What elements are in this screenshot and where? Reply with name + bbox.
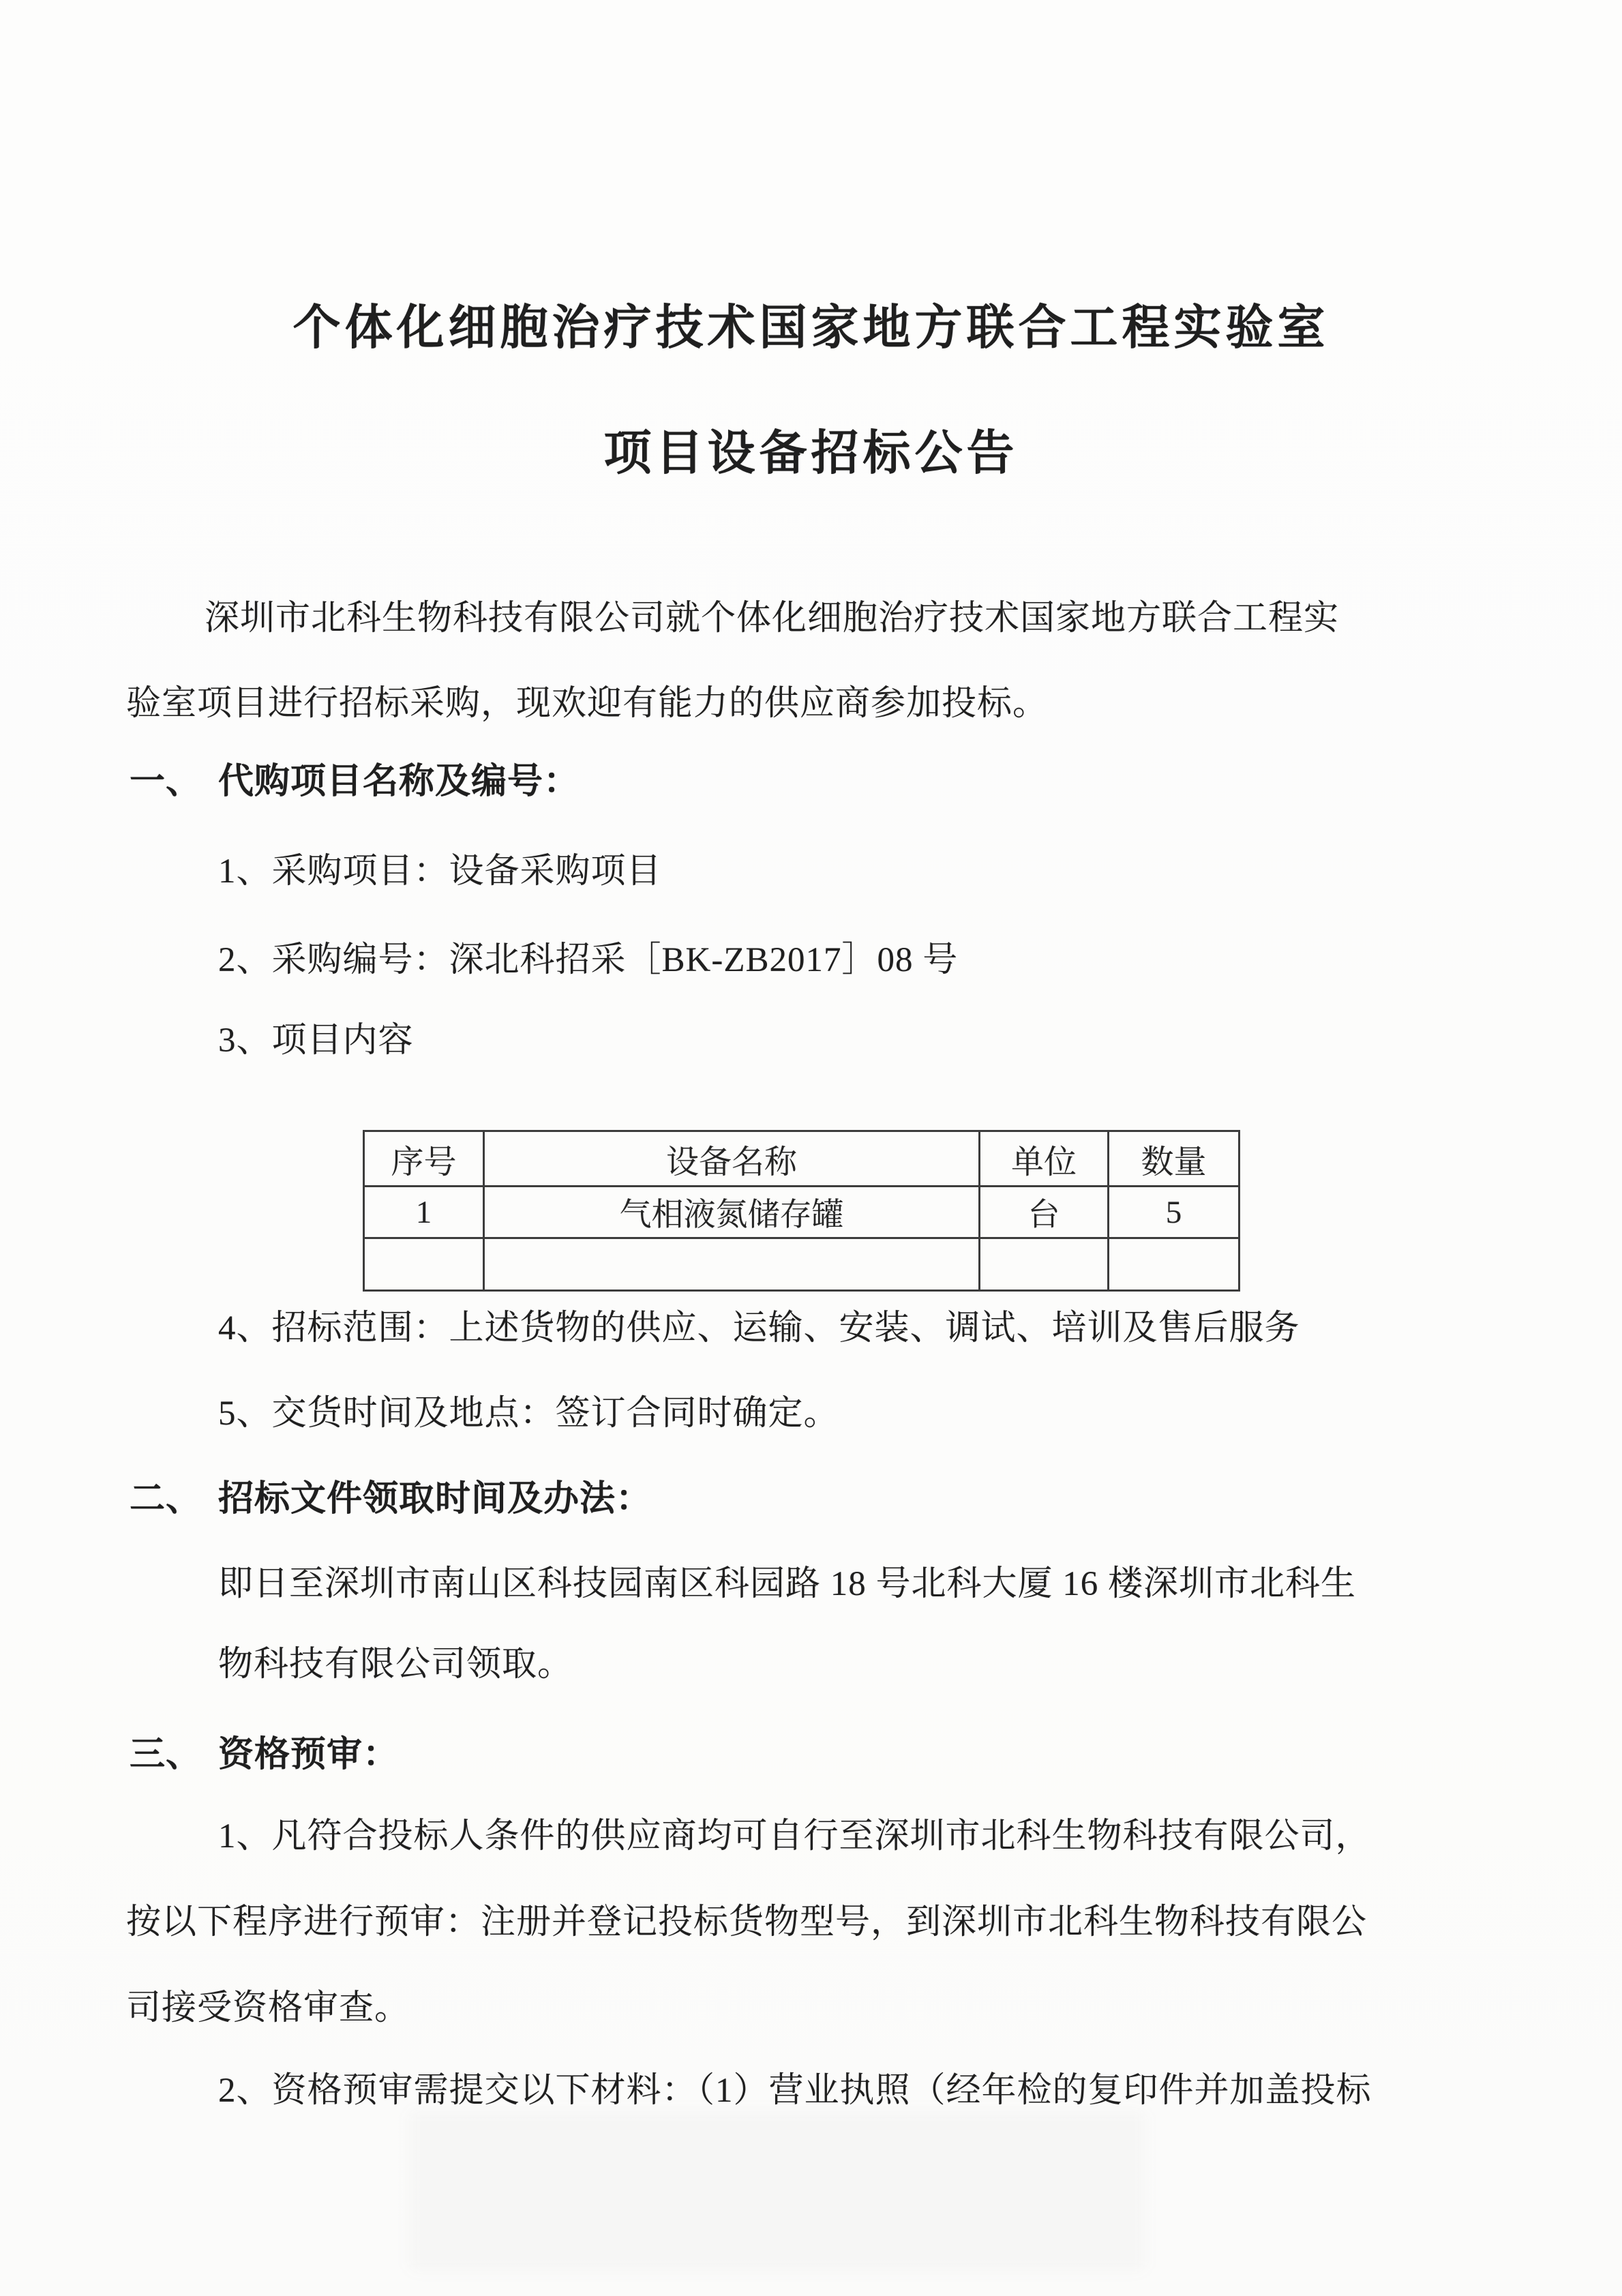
section-1-item-1: 1、采购项目：设备采购项目 [218,852,662,891]
section-1-heading [130,762,580,803]
section-2-body-line-2: 物科技有限公司领取。 [218,1645,573,1684]
table-cell-index [364,1238,484,1291]
section-1-title: 代购项目名称及编号： [218,762,580,801]
section-3-item-1-line-2: 按以下程序进行预审：注册并登记投标货物型号，到深圳市北科生物科技有限公 [126,1903,1368,1941]
section-3-item-1-line-3: 司接受资格审查。 [126,1989,410,2027]
section-3-number: 三、 [130,1735,202,1774]
table-header-cell-index: 序号 [364,1131,484,1187]
section-2-number: 二、 [130,1480,202,1519]
section-1-item-3: 3、项目内容 [218,1022,414,1060]
table-header-cell-quantity: 数量 [1109,1131,1240,1187]
section-2-heading [130,1479,652,1520]
section-3-item-1-line-1: 1、凡符合投标人条件的供应商均可自行至深圳市北科生物科技有限公司， [218,1817,1371,1855]
table-header-row [364,1131,1240,1187]
section-3-item-2-line-1: 2、资格预审需提交以下材料：（1）营业执照（经年检的复印件并加盖投标 [218,2072,1372,2110]
table-header-cell-equipment-name: 设备名称 [484,1131,980,1187]
section-1-item-4: 4、招标范围：上述货物的供应、运输、安装、调试、培训及售后服务 [218,1309,1300,1347]
table-cell-index: 1 [364,1187,484,1238]
document-title-line1: 个体化细胞治疗技术国家地方联合工程实验室 [292,302,1330,355]
table-row [364,1187,1240,1238]
equipment-table [363,1130,1240,1292]
document-title-line2: 项目设备招标公告 [603,428,1019,480]
section-1-item-2: 2、采购编号：深北科招采［BK-ZB2017］08 号 [218,941,959,979]
intro-line-2: 验室项目进行招标采购，现欢迎有能力的供应商参加投标。 [126,685,1049,723]
table-cell-unit: 台 [980,1187,1109,1238]
scan-artifact [409,2111,1145,2271]
table-cell-quantity: 5 [1109,1187,1240,1238]
intro-line-1: 深圳市北科生物科技有限公司就个体化细胞治疗技术国家地方联合工程实 [205,599,1340,638]
table-header-cell-unit: 单位 [980,1131,1109,1187]
section-2-title: 招标文件领取时间及办法： [218,1480,652,1519]
section-2-body-line-1: 即日至深圳市南山区科技园南区科园路 18 号北科大厦 16 楼深圳市北科生 [218,1565,1357,1603]
table-cell-quantity [1109,1238,1240,1291]
table-cell-equipment-name [484,1238,980,1291]
section-3-title: 资格预审： [218,1735,400,1774]
table-row-empty [364,1238,1240,1291]
table-cell-unit [980,1238,1109,1291]
section-3-heading [130,1735,399,1776]
section-1-number: 一、 [130,762,202,801]
table-cell-equipment-name: 气相液氮储存罐 [484,1187,980,1238]
section-1-item-5: 5、交货时间及地点：签订合同时确定。 [218,1395,839,1433]
